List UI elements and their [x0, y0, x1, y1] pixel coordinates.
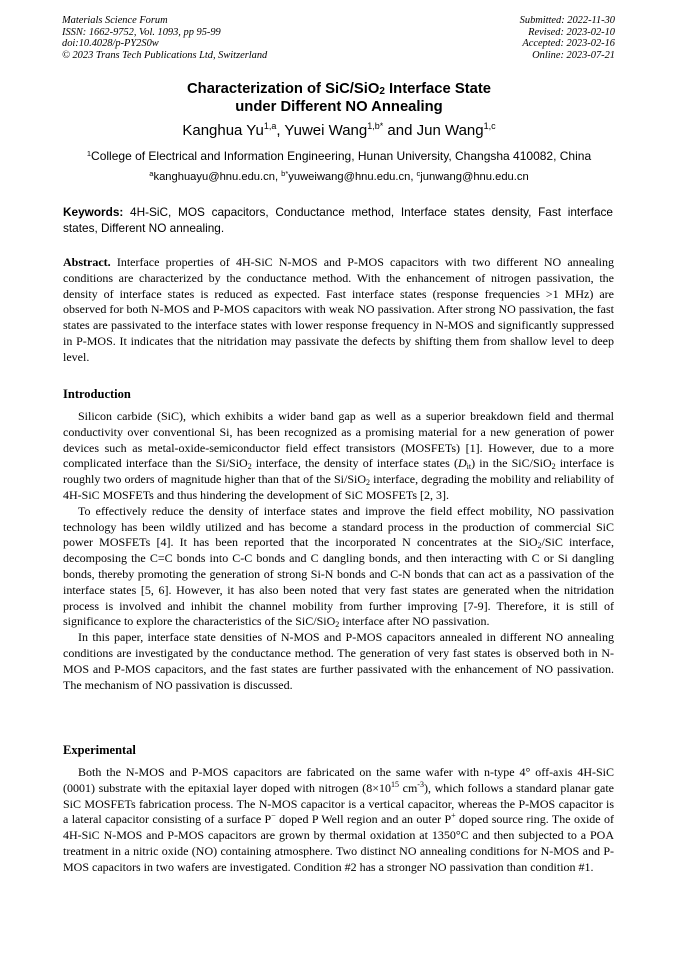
- abstract: [63, 255, 614, 366]
- keywords-text: 4H-SiC, MOS capacitors, Conductance method, Interface states density, Fast interface states, Different NO annealing.: [63, 205, 613, 235]
- journal-copyright: © 2023 Trans Tech Publications Ltd, Switzerland: [62, 49, 268, 61]
- experimental-body: [63, 765, 614, 876]
- title-line-1: Characterization of SiC/SiO$_2$ Interface State: [186, 81, 492, 97]
- journal-name: Materials Science Forum: [62, 15, 168, 26]
- keywords: [63, 205, 613, 236]
- abstract-label: Abstract.: [63, 255, 111, 269]
- title-line-2: under Different NO Annealing: [235, 98, 443, 115]
- introduction-body: [63, 409, 614, 693]
- affiliation: $^1$College of Electrical and Information Engineering, Hunan University, Changsha 410082, China: [86, 149, 592, 163]
- journal-info: [62, 15, 267, 61]
- journal-doi: doi:10.4028/p-PY2S0w: [62, 38, 159, 50]
- email-address[interactable]: junwang@hnu.edu.cn: [420, 171, 529, 183]
- author-emails: $^a$kanghuayu@hnu.edu.cn, $^{b*}$yuweiwang@hnu.edu.cn, $^c$junwang@hnu.edu.cn: [149, 169, 529, 183]
- author-name: Jun Wang: [416, 122, 484, 139]
- email-address[interactable]: kanghuayu@hnu.edu.cn: [153, 171, 275, 183]
- abstract-text: Interface properties of 4H-SiC N-MOS and P-MOS capacitors with two different NO annealing conditions are characterized by the conductance method. With the enhancement of nitrogen passivation, the density of interface states is reduced as expected. Fast interface states (response frequencies >1 MHz) are observed for both N-MOS and P-MOS capacitors with weak NO passivation. After strong NO passivation, the fast states are passivated to the interface states with lower response frequency in N-MOS and significantly suppressed in P-MOS. It indicates that the nitridation may passivate the defects by shifting them from shallow level to deep level.: [63, 255, 614, 364]
- author-list: Kanghua Yu$^{1,a}$, Yuwei Wang$^{1,b*}$ and Jun Wang$^{1,c}$: [182, 121, 496, 139]
- paragraph: Silicon carbide (SiC), which exhibits a wider band gap as well as a superior breakdown field and thermal conductivity over conventional Si, has been recognized as a promising material for a new generation of power devices such as metal-oxide-semiconductor field effect transistors (MOSFETs) [1]. However, due to a more complicated interface than the Si/SiO$_2$ interface, the density of interface states $(D_{it})$ in the SiC/SiO$_2$ interface is roughly two orders of magnitude higher than that of the Si/SiO$_2$ interface, degrading the mobility and reliability of 4H-SiC MOSFETs and thus hindering the development of SiC MOSFETs [2, 3].: [63, 409, 614, 502]
- date-submitted: Submitted: 2022-11-30: [519, 15, 615, 26]
- publication-dates: [520, 15, 615, 61]
- section-heading-introduction: Introduction: [63, 387, 131, 401]
- journal-issn: ISSN: 1662-9752, Vol. 1093, pp 95-99: [62, 26, 221, 38]
- paragraph: Both the N-MOS and P-MOS capacitors are fabricated on the same wafer with n-type 4° off-axis 4H-SiC (0001) substrate with the epitaxial layer doped with nitrogen ($8\times 10^{15}$ $cm^{-3}$), which follows a standard planar gate SiC MOSFETs fabrication process. The N-MOS capacitor is a vertical capacitor, whereas the P-MOS capacitor is a lateral capacitor consisting of a surface P− doped P Well region and an outer P+ doped source ring. The oxide of 4H-SiC N-MOS and P-MOS capacitors are grown by thermal oxidation at 1350°C and then subjected to a POA treatment in a nitric oxide (NO) containing atmosphere. Two distinct NO annealing conditions for N-MOS and P-MOS capacitors in two wafers are investigated. Condition #2 has a stronger NO passivation than condition #1.: [63, 765, 614, 874]
- paragraph: In this paper, interface state densities of N-MOS and P-MOS capacitors annealed in different NO annealing conditions are investigated by the conductance method. The generation of very fast states is observed both in N-MOS and P-MOS capacitors, and the fast states are further passivated with the enhancement of NO passivation. The mechanism of NO passivation is discussed.: [63, 630, 614, 692]
- email-address[interactable]: yuweiwang@hnu.edu.cn: [288, 171, 411, 183]
- date-revised: Revised: 2023-02-10: [528, 26, 615, 38]
- date-accepted: Accepted: 2023-02-16: [522, 38, 615, 50]
- paper-title: [0, 81, 678, 116]
- date-online: Online: 2023-07-21: [532, 49, 615, 61]
- author-name: Kanghua Yu: [182, 122, 264, 139]
- keywords-label: Keywords:: [63, 205, 124, 219]
- section-heading-experimental: Experimental: [63, 743, 136, 757]
- paragraph: To effectively reduce the density of interface states and improve the field effect mobility, NO passivation technology has been wildly utilized and has become a standard process in the production of commercial SiC power MOSFETs [4]. It has been reported that the incorporated N concentrates at the SiO$_2$/SiC interface, decomposing the C=C bonds into C-C bonds and C dangling bonds, and then interacting with C or Si dangling bonds, thereby promoting the generation of strong Si-N bonds and C-N bonds that can act as a passivation of the interface states [5, 6]. However, it has also been noted that very fast states are generated when the nitridation process is involved and inhibit the channel mobility from further improving [7-9]. Therefore, it is still of significance to explore the characteristics of the SiC/SiO$_2$ interface after NO passivation.: [63, 503, 615, 630]
- author-name: Yuwei Wang: [284, 122, 368, 139]
